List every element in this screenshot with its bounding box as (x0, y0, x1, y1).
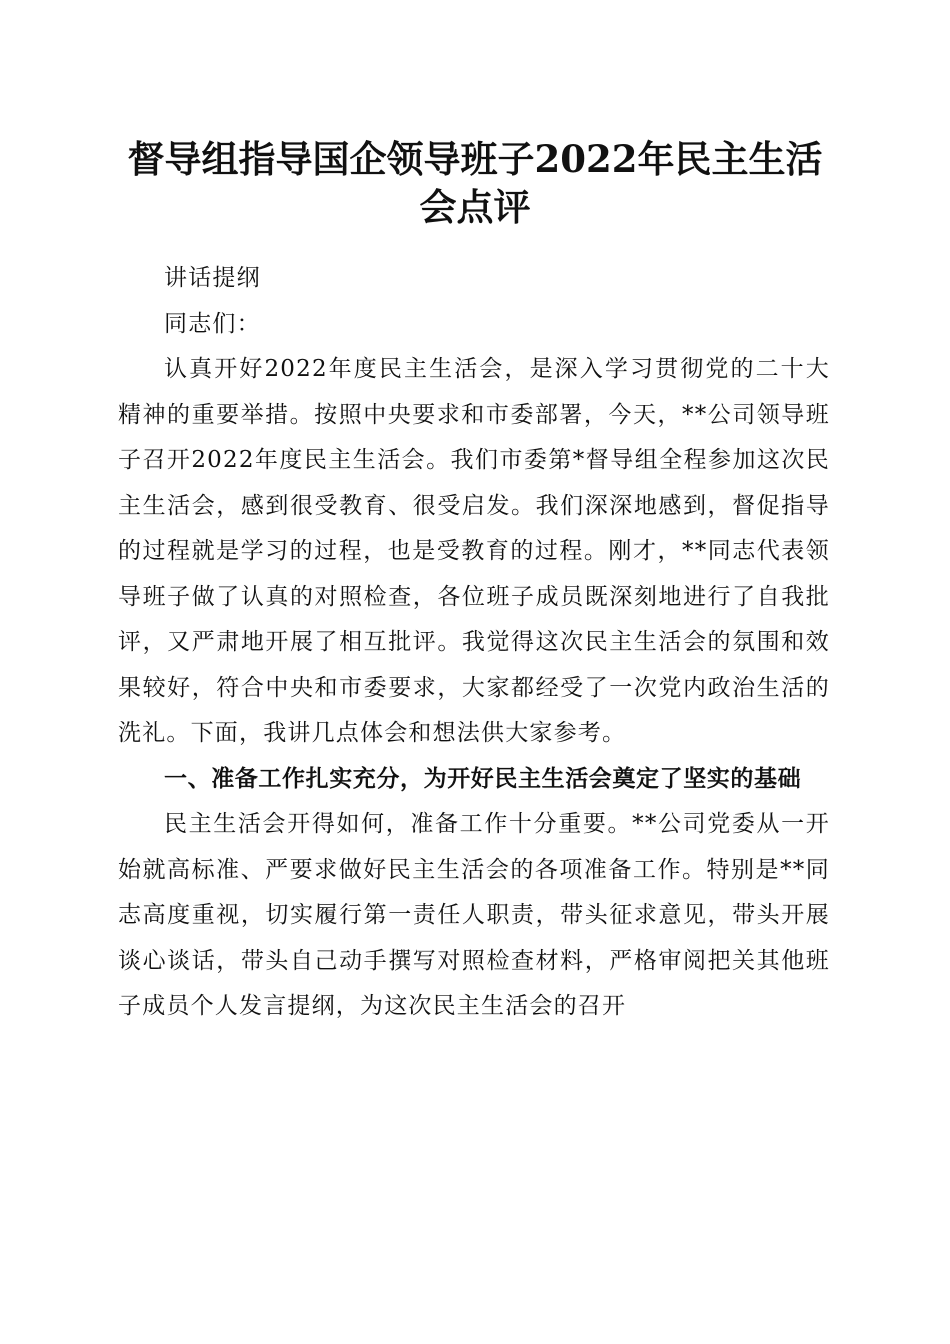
document-body (118, 256, 830, 1030)
section-1-heading: 一、准备工作扎实充分，为开好民主生活会奠定了坚实的基础 (164, 765, 802, 792)
section-1-paragraph: 民主生活会开得如何，准备工作十分重要。**公司党委从一开始就高标准、严要求做好民主生活会的各项准备工作。特别是**同志高度重视，切实履行第一责任人职责，带头征求意见，带头开展谈心谈话，带头自己动手撰写对照检查材料，严格审阅把关其他班子成员个人发言提纲，为这次民主生活会的召开 (118, 811, 830, 1019)
subtitle-label: 讲话提纲 (164, 265, 261, 291)
intro-paragraph: 认真开好2022年度民主生活会，是深入学习贯彻党的二十大精神的重要举措。按照中央要求和市委部署，今天，**公司领导班子召开2022年度民主生活会。我们市委第*督导组全程参加这次民主生活会，感到很受教育、很受启发。我们深深地感到，督促指导的过程就是学习的过程，也是受教育的过程。刚才，**同志代表领导班子做了认真的对照检查，各位班子成员既深刻地进行了自我批评，又严肃地开展了相互批评。我觉得这次民主生活会的氛围和效果较好，符合中央和市委要求，大家都经受了一次党内政治生活的洗礼。下面，我讲几点体会和想法供大家参考。 (118, 356, 830, 746)
salutation: 同志们： (164, 310, 261, 337)
document-title: 督导组指导国企领导班子2022年民主生活会点评 (127, 137, 823, 229)
